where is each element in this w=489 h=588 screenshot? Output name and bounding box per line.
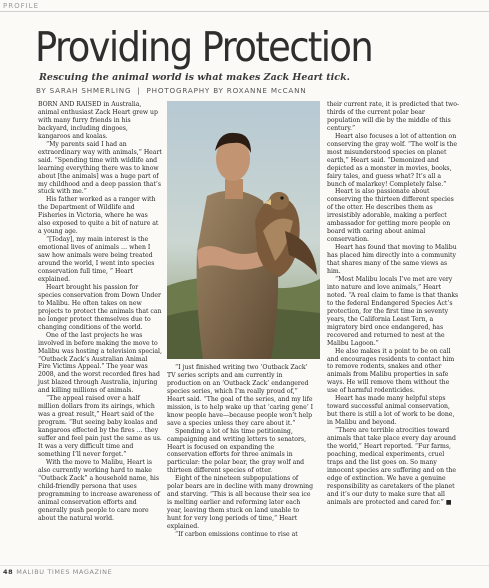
credits-separator: | <box>137 86 141 95</box>
paragraph: Heart brought his passion for species conservation from Down Under to Malibu. He often takes on new projects to protect the animals that can no longer protect themselves due to changing conditions of the world. <box>38 283 162 331</box>
top-divider <box>0 11 489 12</box>
article-subhead: Rescuing the animal world is what makes Zack Heart tick. <box>39 72 350 83</box>
paragraph: Heart has made many helpful steps toward successful animal conservation, but there is still a lot of work to be done, in Malibu and beyond. <box>327 395 455 427</box>
paragraph: Spending a lot of his time petitioning, campaigning and writing letters to senators, Heart is focused on expanding the conservation efforts for three animals in particular: the polar bear, the gray wolf and thirteen different species of otter. <box>167 427 307 475</box>
paragraph: “Most Malibu locals I’ve met are very into nature and love animals,” Heart noted. “A real claim to fame is that thanks to the federal Endangered Species Act’s protection, for the first time in seventy years, the California Least Tern, a migratory bird once endangered, has recovered and returned to nest at the Malibu Lagoon.” <box>327 275 459 347</box>
paragraph: “My parents said I had an extraordinary way with animals,” Heart said. “Spending time with wildlife and learning everything there was to know about [the animals] was a huge part of my childhood and a deep passion that’s stuck with me.” <box>38 140 162 196</box>
paragraph: With the move to Malibu, Heart is also currently working hard to make “Outback Zack” a household name, his child-friendly persona that uses programming to increase awareness of animal conservation efforts and generally push people to care more about the natural world. <box>38 458 160 522</box>
paragraph: “If carbon emissions continue to rise at <box>175 531 298 539</box>
paragraph: Heart also focuses a lot of attention on conserving the gray wolf. “The wolf is the most misunderstood species on planet earth,” Heart said. “Demonized and depicted as a monster in movies, books, fairy tales, and guess what? It’s all a bunch of malarkey! Completely false.” <box>327 132 457 188</box>
article-column-3 <box>327 101 460 507</box>
paragraph: Heart has found that moving to Malibu has placed him directly into a community that shares many of the same views as him. <box>327 244 457 276</box>
byline: BY SARAH SHMERLING <box>36 86 132 95</box>
paragraph: One of the last projects he was involved in before making the move to Malibu was hosting a television special, “Outback Zack’s Australian Animal Fire Victims Appeal.” The year was 2008, and the worst recorded fires had just blazed through Australia, injuring and killing millions of animals. <box>38 331 162 395</box>
article-photo <box>167 101 320 359</box>
article-column-1 <box>38 101 162 523</box>
article-title: Providing Protection <box>35 23 373 71</box>
paragraph: His father worked as a ranger with the Department of Wildlife and Fisheries in Victoria, where he was also exposed to quite a bit of nature at a young age. <box>38 196 159 236</box>
paragraph: BORN AND RAISED in Australia, animal enthusiast Zack Heart grew up with many furry friends in his backyard, including dingoes, kangaroos and koalas. <box>38 101 158 140</box>
man-with-hawk-photo <box>167 101 320 359</box>
paragraph: their current rate, it is predicted that two-thirds of the current polar bear population will die by the middle of this century.” <box>327 101 460 132</box>
footer-divider <box>0 565 489 566</box>
photo-credit: PHOTOGRAPHY BY ROXANNE McCANN <box>146 86 307 95</box>
section-tag: PROFILE <box>3 2 40 10</box>
paragraph: “The appeal raised over a half million dollars from its airings, which was a great result,” Heart said of the program. “But seeing baby koalas and kangaroos effected by the fires … they suffer and feel pain just the same as us. It was a very difficult time and something I’ll never forget.” <box>38 395 162 458</box>
publication-name: MALIBU TIMES MAGAZINE <box>16 568 113 576</box>
paragraph: Heart is also passionate about conserving the thirteen different species of the otter. He describes them as irresistibly adorable, making a perfect ambassador for getting more people on board with caring about animal conservation. <box>327 188 454 244</box>
paragraph: “[Today], my main interest is the emotional lives of animals … when I saw how animals were being treated around the world, I went into species conservation full time, ” Heart explained. <box>38 236 155 283</box>
page-footer <box>3 568 112 576</box>
paragraph: He also makes it a point to be on call and encourages residents to contact him to remove rodents, snakes and other animals from Malibu properties in safe ways. He will remove them without the use of harmful rodenticides. <box>327 347 455 395</box>
page-number: 48 <box>3 568 14 576</box>
article-column-2 <box>167 364 315 539</box>
credits-line <box>36 86 306 95</box>
paragraph: “I just finished writing two ‘Outback Zack’ TV series scripts and am currently in production on an ‘Outback Zack’ endangered species series, which I’m really proud of,” Heart said. “The goal of the series, and my life mission, is to help wake up that ‘caring gene’ I know people have—because people won’t help save a species unless they care about it.” <box>167 364 314 427</box>
paragraph: Eight of the nineteen subpopulations of polar bears are in decline with many drowning and starving. “This is all because their sea ice is melting earlier and reforming later each year, leaving them stuck on land unable to hunt for very long periods of time,” Heart explained. <box>167 475 314 531</box>
paragraph: “There are terrible atrocities toward animals that take place every day around the world,” Heart reported. “Fur farms, poaching, medical experiments, cruel traps and the list goes on. So many innocent species are suffering and on the edge of extinction. We have a genuine responsibility as caretakers of the planet and it’s our duty to make sure that all animals are protected and cared for.” ■ <box>327 427 457 506</box>
